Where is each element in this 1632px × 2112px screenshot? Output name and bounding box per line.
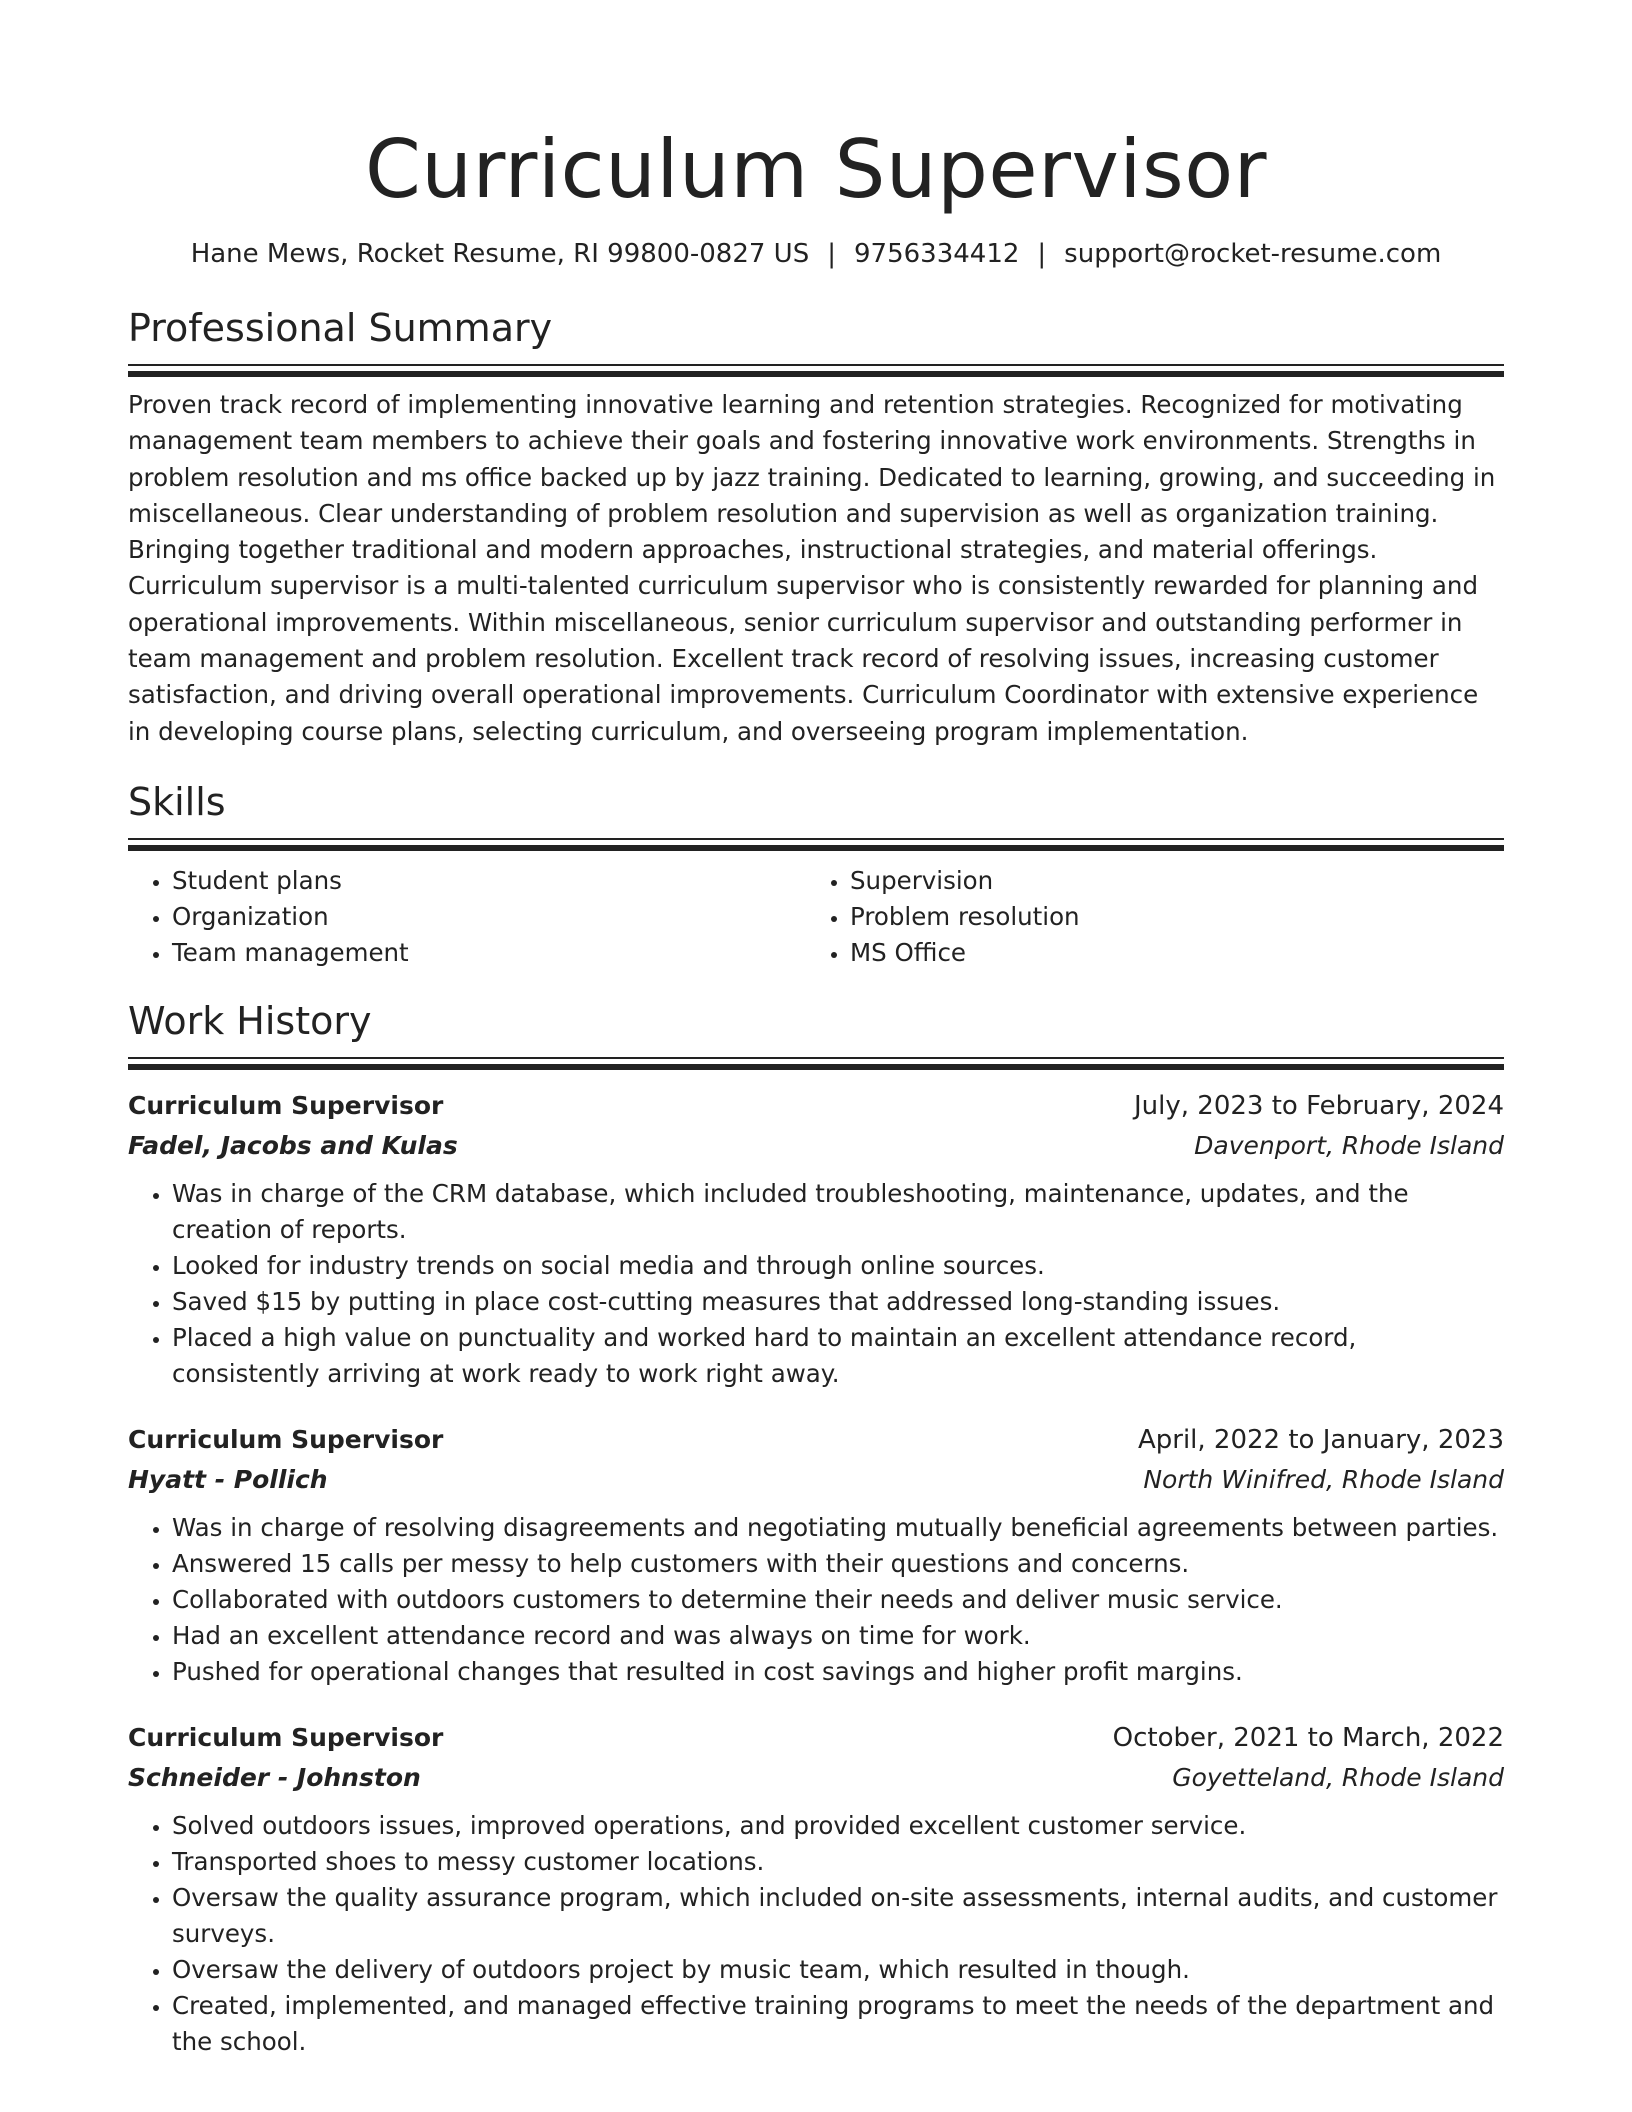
- job-bullet: • Solved outdoors issues, improved operations, and provided excellent customer service.: [172, 1808, 1504, 1844]
- contact-line: [128, 234, 1504, 274]
- job-entry: [128, 1420, 1504, 1690]
- job-bullet: • Saved $15 by putting in place cost-cutting measures that addressed long-standing issues.: [172, 1284, 1504, 1320]
- job-header-row: [128, 1420, 1504, 1460]
- contact-phone: 9756334412: [853, 239, 1020, 269]
- job-bullet: • Collaborated with outdoors customers to determine their needs and deliver music service.: [172, 1582, 1504, 1618]
- job-bullet: • Oversaw the delivery of outdoors project by music team, which resulted in though.: [172, 1952, 1504, 1988]
- section-title-summary: Professional Summary: [128, 306, 553, 350]
- job-dates: October, 2021 to March, 2022: [1112, 1722, 1504, 1753]
- section-divider: [128, 838, 1504, 840]
- job-header-row: [128, 1086, 1504, 1126]
- section-divider: [128, 845, 1504, 851]
- job-header-row: [128, 1718, 1504, 1758]
- skills-section: [128, 778, 1504, 971]
- skill-item: • MS Office: [850, 935, 1504, 971]
- skill-item: • Team management: [172, 935, 806, 971]
- section-divider: [128, 371, 1504, 377]
- job-subheader-row: [128, 1126, 1504, 1166]
- summary-text: Proven track record of implementing innovative learning and retention strategies. Recognized for motivating management team members to achieve their goals and fostering innovative work environments. Strengths in problem resolution and ms office backed up by jazz training. Dedicated to learning, growing, and succeeding in miscellaneous. Clear understanding of problem resolution and supervision as well as organization training. Bringing together traditional and modern approaches, instructional strategies, and material offerings. Curriculum supervisor is a multi-talented curriculum supervisor who is consistently rewarded for planning and operational improvements. Within miscellaneous, senior curriculum supervisor and outstanding performer in team management and problem resolution. Excellent track record of resolving issues, increasing customer satisfaction, and driving overall operational improvements. Curriculum Coordinator with extensive experience in developing course plans, selecting curriculum, and overseeing program implementation.: [128, 390, 1496, 746]
- section-title-work-history: Work History: [128, 998, 372, 1043]
- skill-item: • Organization: [172, 899, 806, 935]
- job-bullet: • Transported shoes to messy customer locations.: [172, 1844, 1504, 1880]
- job-subheader-row: [128, 1460, 1504, 1500]
- job-bullet: • Looked for industry trends on social media and through online sources.: [172, 1248, 1504, 1284]
- job-subheader-row: [128, 1758, 1504, 1798]
- job-bullet: • Was in charge of the CRM database, which included troubleshooting, maintenance, updates, and the creation of reports.: [172, 1176, 1504, 1248]
- job-bullet: • Placed a high value on punctuality and worked hard to maintain an excellent attendance record, consistently arriving at work ready to work right away.: [172, 1320, 1504, 1392]
- job-bullet: • Pushed for operational changes that resulted in cost savings and higher profit margins.: [172, 1654, 1504, 1690]
- job-title: Curriculum Supervisor: [128, 1722, 444, 1752]
- candidate-name: Curriculum Supervisor: [364, 123, 1268, 216]
- section-divider: [128, 1064, 1504, 1070]
- job-entry: [128, 1718, 1504, 2060]
- skill-item: • Supervision: [850, 863, 1504, 899]
- job-bullet: • Had an excellent attendance record and was always on time for work.: [172, 1618, 1504, 1654]
- job-bullets: [128, 1510, 1504, 1690]
- skills-list-left: [128, 863, 806, 971]
- skills-list-right: [806, 863, 1504, 971]
- job-company: Hyatt - Pollich: [128, 1464, 328, 1494]
- job-entry: [128, 1086, 1504, 1392]
- skills-grid: [128, 863, 1504, 971]
- job-bullets: [128, 1176, 1504, 1392]
- job-location: Davenport, Rhode Island: [1194, 1130, 1504, 1160]
- job-company: Fadel, Jacobs and Kulas: [128, 1130, 458, 1160]
- skill-item: • Student plans: [172, 863, 806, 899]
- contact-email: support@rocket-resume.com: [1064, 239, 1442, 269]
- job-title: Curriculum Supervisor: [128, 1424, 444, 1454]
- section-divider: [128, 364, 1504, 366]
- work-history-section: [128, 997, 1504, 2060]
- job-bullet: • Oversaw the quality assurance program, which included on-site assessments, internal audits, and customer surveys.: [172, 1880, 1504, 1952]
- job-dates: July, 2023 to February, 2024: [1134, 1090, 1504, 1121]
- job-bullet: • Created, implemented, and managed effective training programs to meet the needs of the department and the school.: [172, 1988, 1504, 2060]
- section-divider: [128, 1057, 1504, 1059]
- job-location: Goyetteland, Rhode Island: [1172, 1762, 1504, 1792]
- contact-address: Hane Mews, Rocket Resume, RI 99800-0827 US: [190, 239, 810, 269]
- job-company: Schneider - Johnston: [128, 1762, 421, 1792]
- skill-item: • Problem resolution: [850, 899, 1504, 935]
- contact-separator: |: [1037, 239, 1047, 269]
- job-location: North Winifred, Rhode Island: [1143, 1464, 1504, 1494]
- job-bullet: • Answered 15 calls per messy to help customers with their questions and concerns.: [172, 1546, 1504, 1582]
- job-title: Curriculum Supervisor: [128, 1090, 444, 1120]
- summary-section: [128, 304, 1504, 750]
- job-dates: April, 2022 to January, 2023: [1137, 1424, 1504, 1455]
- contact-separator: |: [827, 239, 836, 269]
- job-bullets: [128, 1808, 1504, 2060]
- section-title-skills: Skills: [128, 779, 226, 824]
- job-bullet: • Was in charge of resolving disagreements and negotiating mutually beneficial agreements between parties.: [172, 1510, 1504, 1546]
